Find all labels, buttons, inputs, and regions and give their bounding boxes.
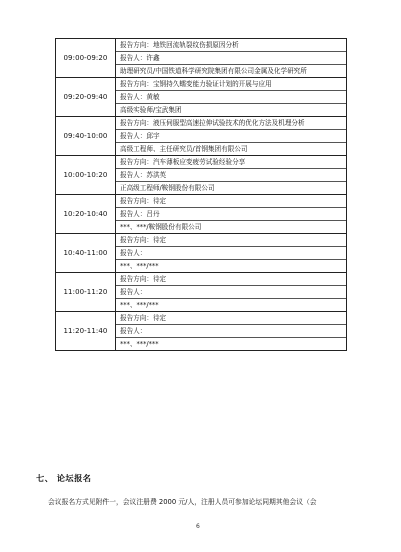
report-info (116, 195, 347, 234)
schedule-row (56, 273, 347, 312)
reporter-affiliation: 助理研究员/中国铁道科学研究院集团有限公司金属及化学研究所 (120, 67, 307, 75)
reporter-name: 报告人：邱宇 (116, 130, 346, 143)
reporter-affiliation: ***、***/鞍钢股份有限公司 (120, 223, 202, 231)
report-info (116, 117, 347, 156)
report-info (116, 234, 347, 273)
reporter-name: 报告人：许鑫 (116, 52, 346, 65)
page-number: 6 (196, 523, 200, 530)
reporter-affiliation: ***、***/*** (120, 301, 159, 309)
report-info (116, 78, 347, 117)
schedule-row (56, 78, 347, 117)
time-slot: 09:20-09:40 (56, 78, 116, 117)
schedule-row (56, 312, 347, 351)
reporter-affiliation: ***、***/*** (120, 340, 159, 348)
report-topic: 报告方向：地铁回流轨裂纹伤损原因分析 (116, 39, 346, 52)
report-topic: 报告方向：液压伺服型高速拉伸试验技术的优化方法及机理分析 (116, 117, 346, 130)
reporter-name: 报告人：黄敏 (116, 91, 346, 104)
report-topic: 报告方向：待定 (116, 312, 346, 325)
schedule-row (56, 156, 347, 195)
report-info (116, 39, 347, 78)
report-topic: 报告方向：待定 (116, 195, 346, 208)
report-topic: 报告方向：宝钢持久蠕变能力验证计划的开展与应用 (116, 78, 346, 91)
reporter-name: 报告人： (116, 247, 346, 260)
report-topic: 报告方向：汽车薄板应变疲劳试验经验分享 (116, 156, 346, 169)
schedule-row (56, 39, 347, 78)
time-slot: 11:00-11:20 (56, 273, 116, 312)
report-topic: 报告方向：待定 (116, 234, 346, 247)
section-heading: 七、 论坛报名 (36, 473, 92, 483)
time-slot: 09:00-09:20 (56, 39, 116, 78)
schedule-row (56, 234, 347, 273)
schedule-body (56, 39, 347, 351)
reporter-affiliation: 高级工程师、主任研究员/首钢集团有限公司 (120, 145, 248, 153)
report-topic: 报告方向：待定 (116, 273, 346, 286)
reporter-affiliation: 高级实验师/宝武集团 (120, 106, 182, 114)
schedule-row (56, 117, 347, 156)
registration-paragraph: 会议报名方式见附件一，会议注册费 2000 元/人，注册人员可参加论坛同期其他会议（会 (48, 498, 317, 506)
report-info (116, 273, 347, 312)
time-slot: 10:40-11:00 (56, 234, 116, 273)
reporter-name: 报告人： (116, 286, 346, 299)
reporter-name: 报告人： (116, 325, 346, 338)
reporter-name: 报告人：吕丹 (116, 208, 346, 221)
forum-schedule-table (55, 38, 347, 351)
time-slot: 10:20-10:40 (56, 195, 116, 234)
schedule-row (56, 195, 347, 234)
reporter-affiliation: ***、***/*** (120, 262, 159, 270)
time-slot: 10:00-10:20 (56, 156, 116, 195)
report-info (116, 312, 347, 351)
reporter-name: 报告人：苏洪英 (116, 169, 346, 182)
report-info (116, 156, 347, 195)
time-slot: 11:20-11:40 (56, 312, 116, 351)
time-slot: 09:40-10:00 (56, 117, 116, 156)
reporter-affiliation: 正高级工程师/鞍钢股份有限公司 (120, 184, 215, 192)
